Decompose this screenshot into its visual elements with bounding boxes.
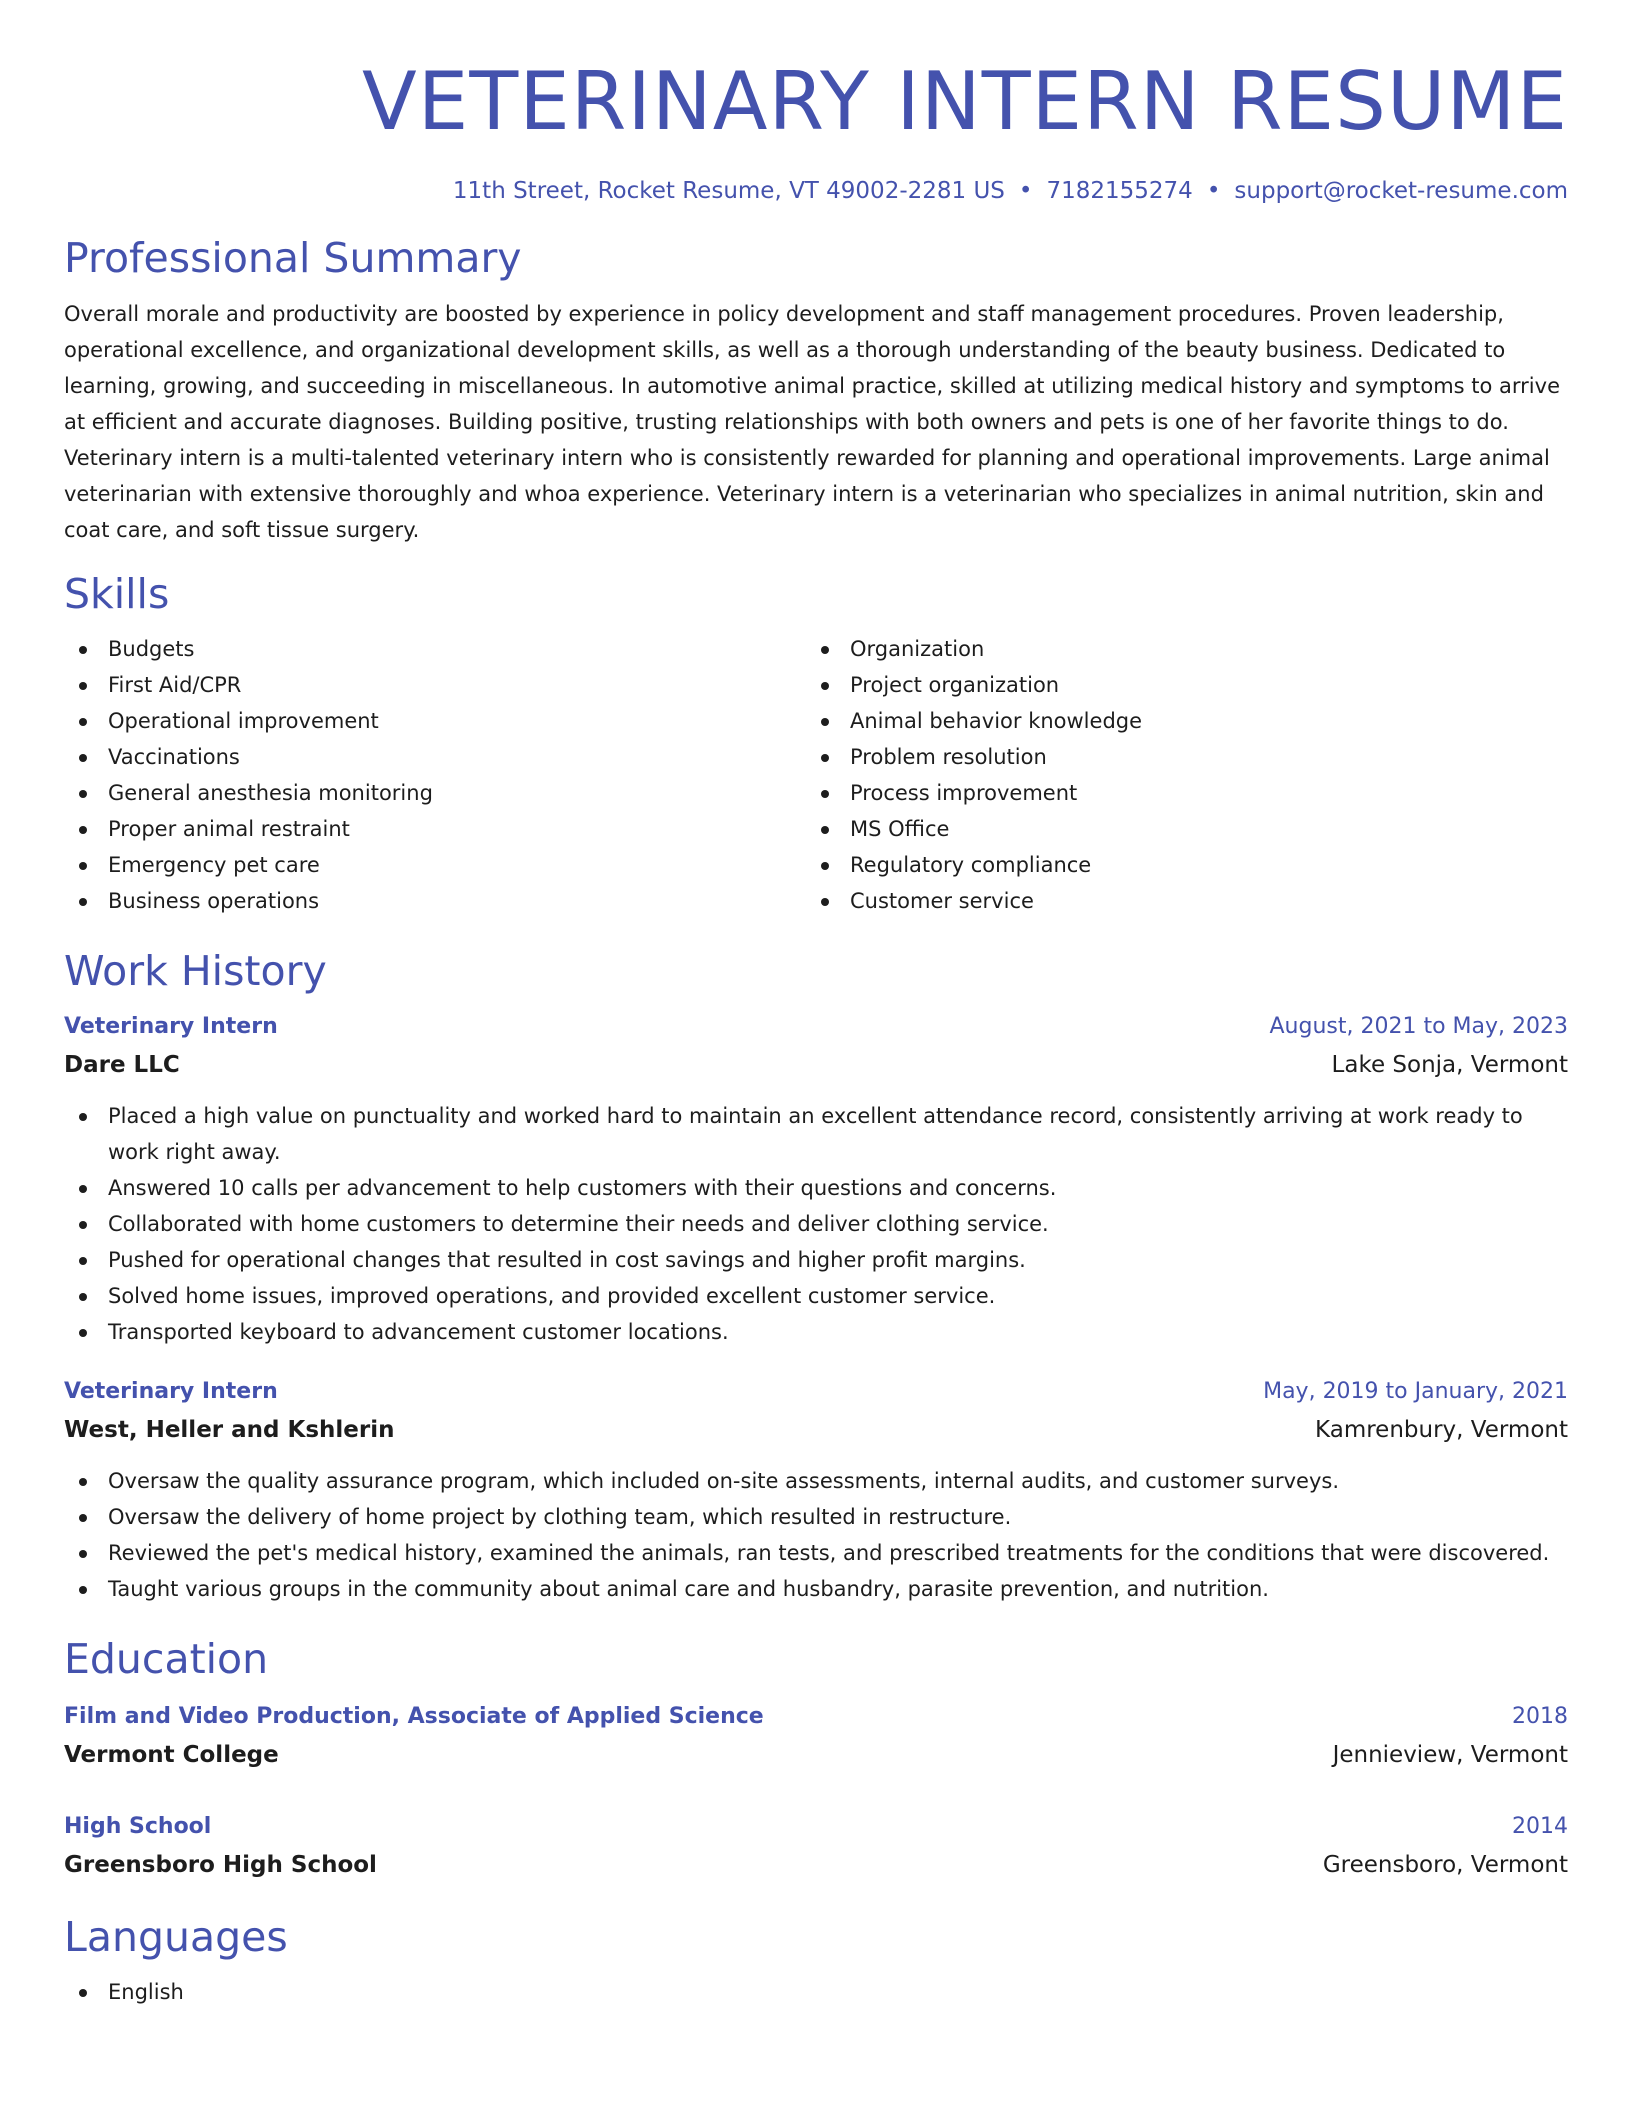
- job-title: Veterinary Intern: [64, 1014, 278, 1039]
- education-school: Greensboro High School: [64, 1852, 377, 1878]
- skill-item: Business operations: [64, 883, 806, 919]
- job-duty-item: Reviewed the pet's medical history, examined the animals, ran tests, and prescribed treatments for the conditions that were discovered.: [64, 1535, 1568, 1571]
- skills-column-left: [64, 631, 806, 919]
- job-duties: [64, 1463, 1568, 1607]
- education-year: 2018: [1512, 1704, 1568, 1729]
- job-duty-item: Solved home issues, improved operations, and provided excellent customer service.: [64, 1278, 1568, 1314]
- job-duties: [64, 1098, 1568, 1350]
- education-school: Vermont College: [64, 1742, 279, 1768]
- education-entry: [64, 1809, 1568, 1885]
- skill-item: MS Office: [806, 811, 1548, 847]
- education-year: 2014: [1512, 1814, 1568, 1839]
- education-location: Jennieview, Vermont: [1332, 1742, 1568, 1768]
- skill-item: Customer service: [806, 883, 1548, 919]
- skill-item: Problem resolution: [806, 739, 1548, 775]
- skill-item: Project organization: [806, 667, 1548, 703]
- job-duty-item: Oversaw the delivery of home project by clothing team, which resulted in restructure.: [64, 1499, 1568, 1535]
- job-duty-item: Collaborated with home customers to determine their needs and deliver clothing service.: [64, 1206, 1568, 1242]
- job-duty-item: Oversaw the quality assurance program, which included on-site assessments, internal audits, and customer surveys.: [64, 1463, 1568, 1499]
- work-history-heading: Work History: [64, 947, 327, 995]
- education-entry: [64, 1699, 1568, 1775]
- skill-item: First Aid/CPR: [64, 667, 806, 703]
- skills-heading: Skills: [64, 570, 170, 618]
- contact-phone: 7182155274: [1046, 178, 1193, 204]
- contact-email: support@rocket-resume.com: [1234, 178, 1568, 204]
- contact-line: [64, 176, 1568, 206]
- skill-item: Proper animal restraint: [64, 811, 806, 847]
- resume-page: [64, 0, 1568, 2010]
- contact-separator: •: [1206, 178, 1221, 204]
- summary-heading: Professional Summary: [64, 234, 522, 282]
- job-dates: August, 2021 to May, 2023: [1269, 1014, 1568, 1039]
- summary-text: Overall morale and productivity are boosted by experience in policy development and staff management procedures. Proven leadership, operational excellence, and organizational development skills, as well as a thorough understanding of the beauty business. Dedicated to learning, growing, and succeeding in miscellaneous. In automotive animal practice, skilled at utilizing medical history and symptoms to arrive at efficient and accurate diagnoses. Building positive, trusting relationships with both owners and pets is one of her favorite things to do. Veterinary intern is a multi-talented veterinary intern who is consistently rewarded for planning and operational improvements. Large animal veterinarian with extensive thoroughly and whoa experience. Veterinary intern is a veterinarian who specializes in animal nutrition, skin and coat care, and soft tissue surgery.: [64, 302, 1560, 542]
- job-company: Dare LLC: [64, 1052, 180, 1078]
- job-duty-item: Placed a high value on punctuality and worked hard to maintain an excellent attendance record, consistently arriving at work ready to work right away.: [64, 1098, 1568, 1170]
- contact-address: 11th Street, Rocket Resume, VT 49002-2281 US: [452, 178, 1005, 204]
- job-duty-item: Answered 10 calls per advancement to help customers with their questions and concerns.: [64, 1170, 1568, 1206]
- education-degree: Film and Video Production, Associate of Applied Science: [64, 1704, 764, 1729]
- contact-separator: •: [1018, 178, 1033, 204]
- skill-item: Animal behavior knowledge: [806, 703, 1548, 739]
- job-duty-item: Transported keyboard to advancement customer locations.: [64, 1314, 1568, 1350]
- education-heading: Education: [64, 1635, 269, 1683]
- job-duty-item: Pushed for operational changes that resulted in cost savings and higher profit margins.: [64, 1242, 1568, 1278]
- job-location: Kamrenbury, Vermont: [1315, 1417, 1568, 1443]
- skill-item: Emergency pet care: [64, 847, 806, 883]
- skill-item: Process improvement: [806, 775, 1548, 811]
- language-item: English: [64, 1974, 1568, 2010]
- skills-column-right: [806, 631, 1548, 919]
- education-location: Greensboro, Vermont: [1322, 1852, 1568, 1878]
- skill-item: Budgets: [64, 631, 806, 667]
- skill-item: Organization: [806, 631, 1548, 667]
- education-degree: High School: [64, 1814, 212, 1839]
- job-dates: May, 2019 to January, 2021: [1263, 1379, 1568, 1404]
- skill-item: Regulatory compliance: [806, 847, 1548, 883]
- skill-item: Operational improvement: [64, 703, 806, 739]
- skill-item: Vaccinations: [64, 739, 806, 775]
- job-duty-item: Taught various groups in the community about animal care and husbandry, parasite prevention, and nutrition.: [64, 1571, 1568, 1607]
- languages-list: [64, 1974, 1568, 2010]
- job-company: West, Heller and Kshlerin: [64, 1417, 395, 1443]
- job-location: Lake Sonja, Vermont: [1331, 1052, 1568, 1078]
- resume-title: VETERINARY INTERN RESUME: [362, 55, 1568, 148]
- work-entry: [64, 1374, 1568, 1607]
- job-title: Veterinary Intern: [64, 1379, 278, 1404]
- skills-list: [64, 631, 1568, 919]
- work-entry: [64, 1009, 1568, 1350]
- skill-item: General anesthesia monitoring: [64, 775, 806, 811]
- languages-heading: Languages: [64, 1913, 288, 1961]
